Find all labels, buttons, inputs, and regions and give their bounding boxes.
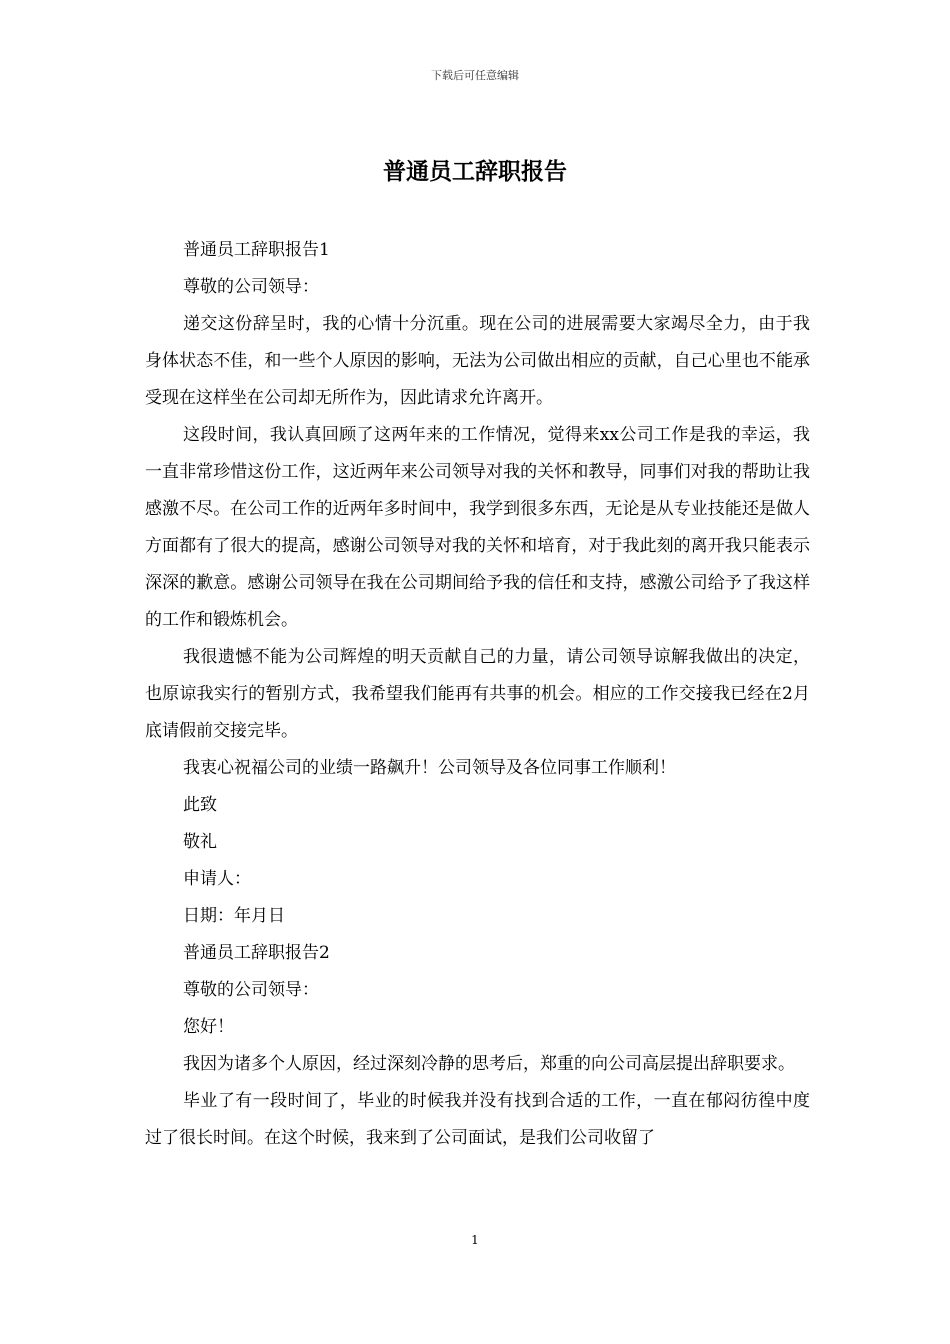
paragraph-salutation: 尊敬的公司领导： xyxy=(183,980,319,1000)
paragraph: 我很遗憾不能为公司辉煌的明天贡献自己的力量，请公司领导谅解我做出的决定，也原谅我实行的暂别方式，我希望我们能再有共事的机会。相应的工作交接我已经在2月底请假前交接完毕。 xyxy=(145,647,810,741)
paragraph: 我因为诸多个人原因，经过深刻冷静的思考后，郑重的向公司高层提出辞职要求。 xyxy=(183,1054,795,1074)
paragraph-salutation: 尊敬的公司领导： xyxy=(183,277,319,297)
page-number: 1 xyxy=(471,1233,479,1247)
paragraph-section-heading-1: 普通员工辞职报告1 xyxy=(183,240,330,260)
paragraph-greeting: 您好！ xyxy=(183,1017,234,1037)
header-note: 下载后可任意编辑 xyxy=(431,69,519,82)
document-body xyxy=(145,232,810,1157)
paragraph: 我衷心祝福公司的业绩一路飙升！公司领导及各位同事工作顺利！ xyxy=(183,758,676,778)
document-title: 普通员工辞职报告 xyxy=(383,158,567,185)
paragraph: 毕业了有一段时间了，毕业的时候我并没有找到合适的工作，一直在郁闷彷徨中度过了很长时间。在这个时候，我来到了公司面试，是我们公司收留了 xyxy=(145,1091,810,1148)
paragraph-closing: 此致 xyxy=(183,795,217,815)
paragraph-closing: 敬礼 xyxy=(183,832,217,852)
paragraph: 这段时间，我认真回顾了这两年来的工作情况，觉得来xx公司工作是我的幸运，我一直非常珍惜这份工作，这近两年来公司领导对我的关怀和教导，同事们对我的帮助让我感激不尽。在公司工作的近两年多时间中，我学到很多东西，无论是从专业技能还是做人方面都有了很大的提高，感谢公司领导对我的关怀和培育，对于我此刻的离开我只能表示深深的歉意。感谢公司领导在我在公司期间给予我的信任和支持，感激公司给予了我这样的工作和锻炼机会。 xyxy=(145,425,810,630)
paragraph-applicant: 申请人： xyxy=(183,869,251,889)
paragraph: 递交这份辞呈时，我的心情十分沉重。现在公司的进展需要大家竭尽全力，由于我身体状态不佳，和一些个人原因的影响，无法为公司做出相应的贡献，自己心里也不能承受现在这样坐在公司却无所作为，因此请求允许离开。 xyxy=(145,314,810,408)
paragraph-date: 日期：年月日 xyxy=(183,906,285,926)
paragraph-section-heading-2: 普通员工辞职报告2 xyxy=(183,943,330,963)
